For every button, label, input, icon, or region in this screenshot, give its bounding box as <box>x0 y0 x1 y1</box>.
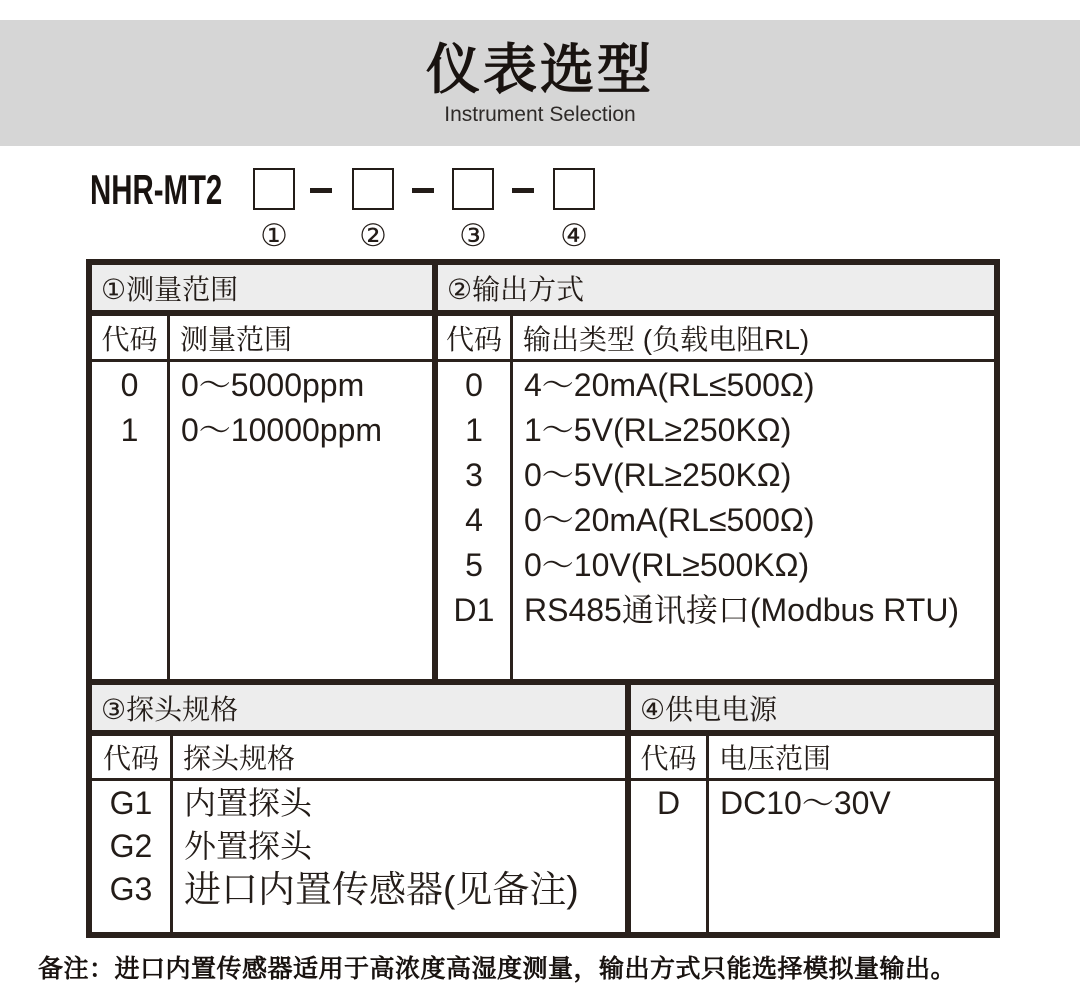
dash-separator <box>512 188 534 193</box>
table-header-row <box>631 736 994 781</box>
code-cell: G2 <box>109 828 153 864</box>
dash-separator <box>412 188 434 193</box>
col-header-value: 输出类型 (负载电阻RL) <box>523 323 810 355</box>
col-header-code: 代码 <box>92 736 173 778</box>
page-subtitle: Instrument Selection <box>444 103 636 126</box>
code-cell: 1 <box>120 412 139 448</box>
code-cell: 3 <box>465 457 483 493</box>
code-cell: 4 <box>465 502 483 538</box>
code-cell: D1 <box>453 592 495 628</box>
table-power-supply <box>625 679 1000 938</box>
value-cell: 0～10000ppm <box>181 412 383 448</box>
value-cell: 0～10V(RL≥500KΩ) <box>524 547 810 583</box>
code-cell: 5 <box>465 547 483 583</box>
code-column <box>92 781 173 932</box>
code-cell: 1 <box>465 412 483 448</box>
table-output-mode <box>432 259 1000 685</box>
model-option-box-2 <box>352 168 394 210</box>
dash-separator <box>310 188 332 193</box>
col-header-value: 探头规格 <box>183 743 296 774</box>
value-cell: 外置探头 <box>184 828 313 864</box>
table-body <box>92 362 432 679</box>
table-probe-spec <box>86 679 631 938</box>
col-header-code: 代码 <box>438 316 513 359</box>
table-body <box>92 781 625 932</box>
value-cell: 进口内置传感器(见备注) <box>184 869 579 910</box>
table-body <box>631 781 994 932</box>
code-cell: G1 <box>109 785 153 821</box>
position-label-3: ③ <box>459 218 487 253</box>
table-body <box>438 362 994 679</box>
table-band: ③探头规格 <box>92 685 625 736</box>
value-column <box>170 362 432 679</box>
value-column <box>173 781 625 932</box>
title-banner <box>0 20 1080 146</box>
model-option-box-3 <box>452 168 494 210</box>
value-column <box>513 362 994 679</box>
value-cell: RS485通讯接口(Modbus RTU) <box>524 592 960 628</box>
value-column <box>709 781 994 932</box>
code-cell: 0 <box>465 367 483 403</box>
code-cell: D <box>656 785 681 821</box>
model-option-box-4 <box>553 168 595 210</box>
code-column <box>631 781 709 932</box>
page-title: 仪表选型 <box>426 40 654 100</box>
position-label-1: ① <box>260 218 288 253</box>
table-header-row <box>92 736 625 781</box>
table-header-row <box>438 316 994 362</box>
value-cell: 0～20mA(RL≤500Ω) <box>524 502 815 538</box>
table-header-row <box>92 316 432 362</box>
code-column <box>92 362 170 679</box>
col-header-value: 电压范围 <box>719 743 832 774</box>
footnote: 备注：进口内置传感器适用于高浓度高湿度测量，输出方式只能选择模拟量输出。 <box>38 955 957 983</box>
col-header-code: 代码 <box>92 316 170 359</box>
value-cell: 0～5000ppm <box>181 367 365 403</box>
value-cell: 1～5V(RL≥250KΩ) <box>524 412 792 448</box>
code-column <box>438 362 513 679</box>
code-cell: 0 <box>120 367 139 403</box>
table-band: ④供电电源 <box>631 685 994 736</box>
model-option-box-1 <box>253 168 295 210</box>
position-label-4: ④ <box>560 218 588 253</box>
table-band: ②输出方式 <box>438 265 994 316</box>
table-measure-range <box>86 259 438 685</box>
value-cell: 0～5V(RL≥250KΩ) <box>524 457 792 493</box>
value-cell: 4～20mA(RL≤500Ω) <box>524 367 815 403</box>
value-cell: 内置探头 <box>184 785 313 821</box>
position-label-2: ② <box>359 218 387 253</box>
col-header-value: 测量范围 <box>180 323 293 355</box>
col-header-code: 代码 <box>631 736 709 778</box>
table-band: ①测量范围 <box>92 265 432 316</box>
code-cell: G3 <box>109 871 153 907</box>
model-prefix: NHR-MT2 <box>90 166 223 213</box>
value-cell: DC10～30V <box>720 785 891 821</box>
